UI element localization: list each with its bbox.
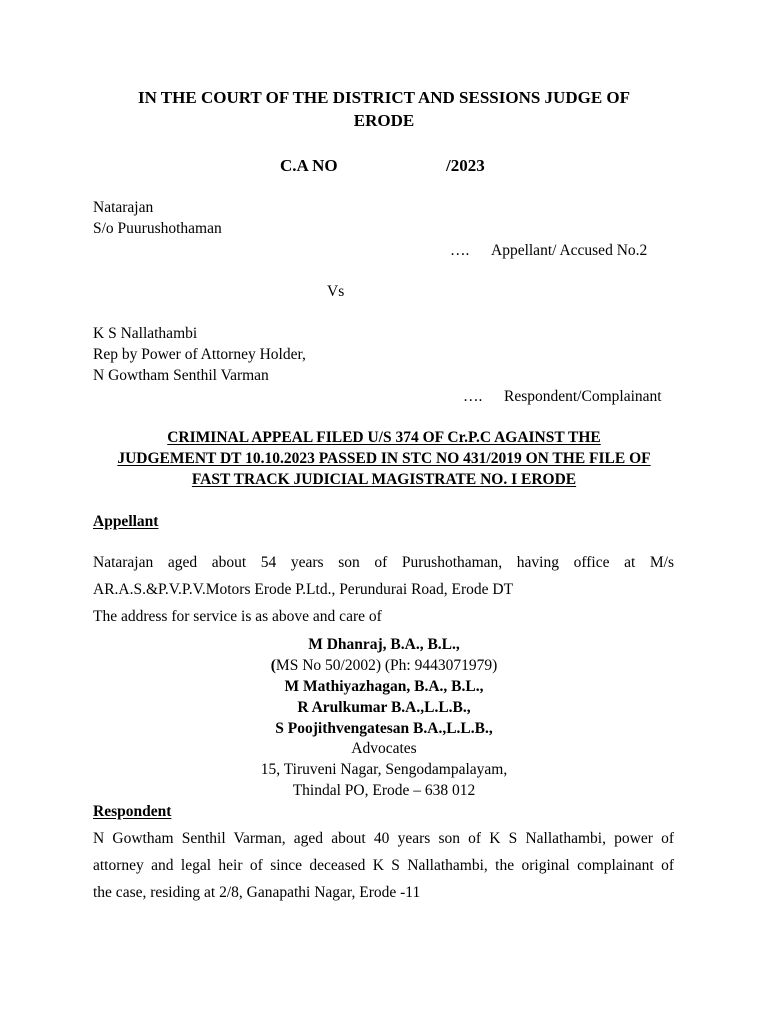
advocates-address-line2: Thindal PO, Erode – 638 012 — [292, 782, 476, 799]
appellant-name: Natarajan — [93, 199, 154, 216]
respondent-details-line1: N Gowtham Senthil Varman, aged about 40 years son of K S Nallathambi, power of — [93, 830, 674, 847]
advocate-1-registration-text: MS No 50/2002) (Ph: 9443071979) — [275, 657, 498, 674]
case-number-prefix: C.A NO — [280, 156, 338, 175]
advocate-1-registration-paren: ( — [270, 657, 276, 674]
advocates-address-line1: 15, Tiruveni Nagar, Sengodampalayam, — [260, 761, 508, 778]
advocate-1-registration — [0, 658, 768, 674]
appeal-title-line1: CRIMINAL APPEAL FILED U/S 374 OF Cr.P.C AGAINST THE — [167, 429, 601, 446]
respondent-details-line3: the case, residing at 2/8, Ganapathi Nagar, Erode -11 — [93, 884, 421, 901]
advocate-3: R Arulkumar B.A.,L.L.B., — [297, 699, 471, 716]
appellant-dots: …. — [450, 242, 470, 259]
advocate-2: M Mathiyazhagan, B.A., B.L., — [284, 678, 484, 695]
court-heading-line1: IN THE COURT OF THE DISTRICT AND SESSIONS JUDGE OF — [137, 88, 631, 107]
appellant-details-line2: AR.A.S.&P.V.P.V.Motors Erode P.Ltd., Perundurai Road, Erode DT — [93, 581, 514, 598]
appeal-title-line3: FAST TRACK JUDICIAL MAGISTRATE NO. I ERODE — [191, 471, 577, 488]
respondent-name: K S Nallathambi — [93, 325, 198, 342]
respondent-dots: …. — [463, 388, 483, 405]
respondent-details-line2: attorney and legal heir of since deceased K S Nallathambi, the original complainant of — [93, 857, 674, 874]
appellant-heading: Appellant — [93, 513, 159, 530]
respondent-role: Respondent/Complainant — [504, 388, 662, 405]
appellant-details-line3: The address for service is as above and care of — [93, 608, 382, 625]
versus-label: Vs — [327, 283, 345, 300]
appellant-details-line1: Natarajan aged about 54 years son of Purushothaman, having office at M/s — [93, 554, 674, 571]
respondent-holder: N Gowtham Senthil Varman — [93, 367, 269, 384]
respondent-rep: Rep by Power of Attorney Holder, — [93, 346, 306, 363]
advocate-4: S Poojithvengatesan B.A.,L.L.B., — [275, 720, 493, 737]
court-heading-line2: ERODE — [353, 111, 415, 130]
appeal-title-line2: JUDGEMENT DT 10.10.2023 PASSED IN STC NO 431/2019 ON THE FILE OF — [117, 450, 651, 467]
case-number-year: /2023 — [446, 156, 485, 175]
advocate-1: M Dhanraj, B.A., B.L., — [308, 636, 460, 653]
advocates-label: Advocates — [351, 740, 417, 757]
appellant-parent: S/o Puurushothaman — [93, 220, 222, 237]
appellant-role: Appellant/ Accused No.2 — [491, 242, 648, 259]
respondent-heading: Respondent — [93, 803, 172, 820]
